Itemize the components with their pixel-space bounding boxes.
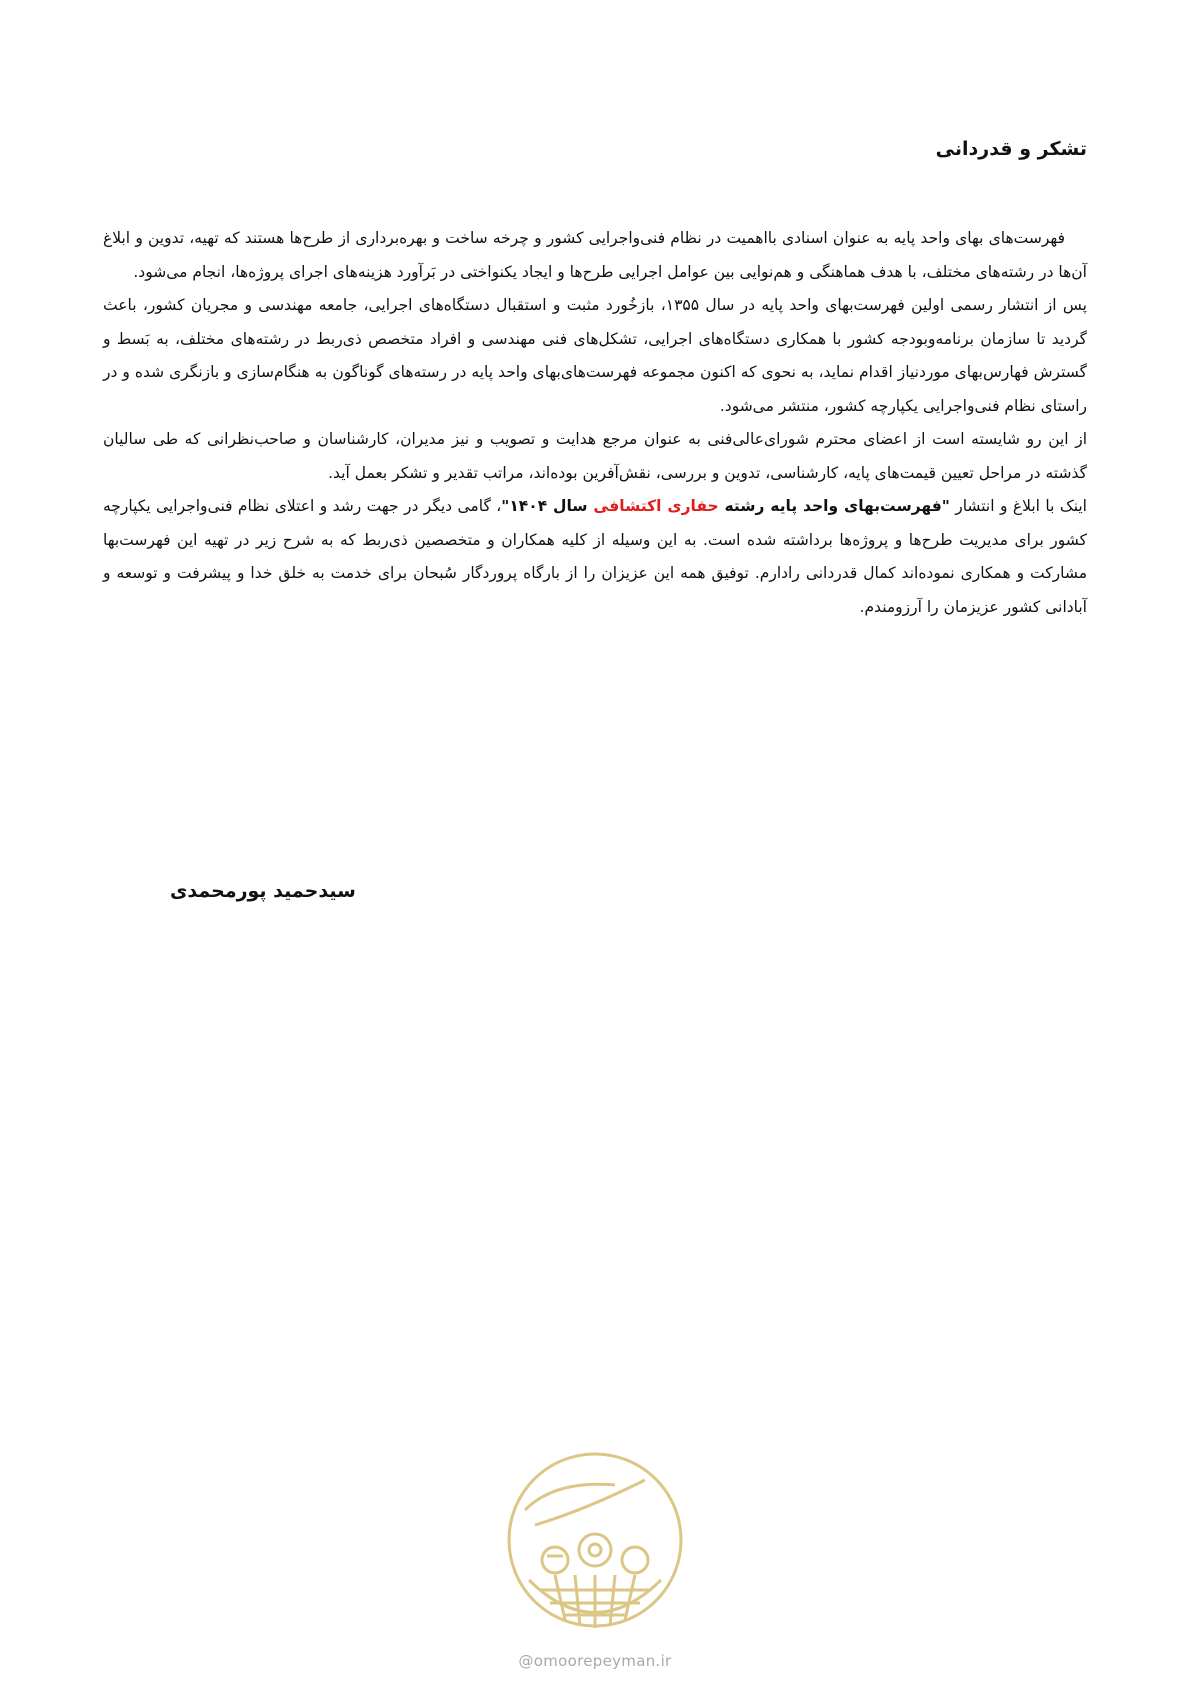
paragraph-4-bold-title: "فهرست‌بهای واحد پایه رشته	[718, 497, 950, 515]
paragraph-4-end: ، گامی دیگر در جهت رشد و اعتلای نظام فنی‌واجرایی یکپارچه کشور برای مدیریت طرح‌ها و پروژه‌ها برداشته شده است. به این وسیله از کلیه همکاران و متخصصین ذی‌ربط که به شرح زیر در تهیه این فهرست‌بها مشارکت و همکاری نموده‌اند کمال قدردانی رادارم. توفیق همه این عزیزان را از بارگاه پروردگار سُبحان برای خدمت به خلق خدا و پیشرفت و توسعه و آبادانی کشور عزیزمان را آرزومندم.	[103, 497, 1087, 616]
seal-icon	[495, 1440, 695, 1650]
page-title: تشکر و قدردانی	[935, 138, 1087, 160]
paragraph-1: فهرست‌های بهای واحد پایه به عنوان اسنادی بااهمیت در نظام فنی‌واجرایی کشور و چرخه ساخت و بهره‌برداری از طرح‌ها هستند که تهیه، تدوین و ابلاغ آن‌ها در رشته‌های مختلف، با هدف هماهنگی و هم‌نوایی بین عوامل اجرایی طرح‌ها و ایجاد یکنواختی در بَرآورد هزینه‌های اجرای پروژه‌ها، انجام می‌شود.	[103, 229, 1087, 281]
paragraph-2: پس از انتشار رسمی اولین فهرست‌بهای واحد پایه در سال ۱۳۵۵، بازخُورد مثبت و استقبال دستگاه‌های اجرایی، جامعه مهندسی و مجریان کشور، باعث گردید تا سازمان برنامه‌وبودجه کشور با همکاری دستگاه‌های اجرایی، تشکل‌های فنی مهندسی و افراد متخصص ذی‌ربط در رشته‌های مختلف، به بَسط و گسترش فهارس‌بهای موردنیاز اقدام نماید، به نحوی که اکنون مجموعه فهرست‌های‌بهای واحد پایه در رسته‌های گوناگون به هنگام‌سازی و بازنگری شده و در راستای نظام فنی‌واجرایی یکپارچه کشور، منتشر می‌شود.	[103, 296, 1088, 415]
paragraph-4	[103, 490, 1087, 624]
watermark-logo	[495, 1440, 695, 1680]
paragraph-4-bold-year: سال ۱۴۰۴"	[501, 497, 594, 515]
watermark-url: @omoorepeyman.ir	[518, 1652, 672, 1670]
body-text	[103, 222, 1087, 624]
paragraph-4-highlight: حفاری اکتشافی	[593, 497, 719, 515]
signature: سیدحمید پورمحمدی	[170, 880, 356, 902]
paragraph-3: از این رو شایسته است از اعضای محترم شورای‌عالی‌فنی به عنوان مرجع هدایت و تصویب و نیز مدیران، کارشناسان و صاحب‌نظرانی که طی سالیان گذشته در مراحل تعیین قیمت‌های پایه، کارشناسی، تدوین و بررسی، نقش‌آفرین بوده‌اند، مراتب تقدیر و تشکر بعمل آید.	[103, 430, 1087, 482]
paragraph-4-start: اینک با ابلاغ و انتشار	[949, 497, 1087, 515]
